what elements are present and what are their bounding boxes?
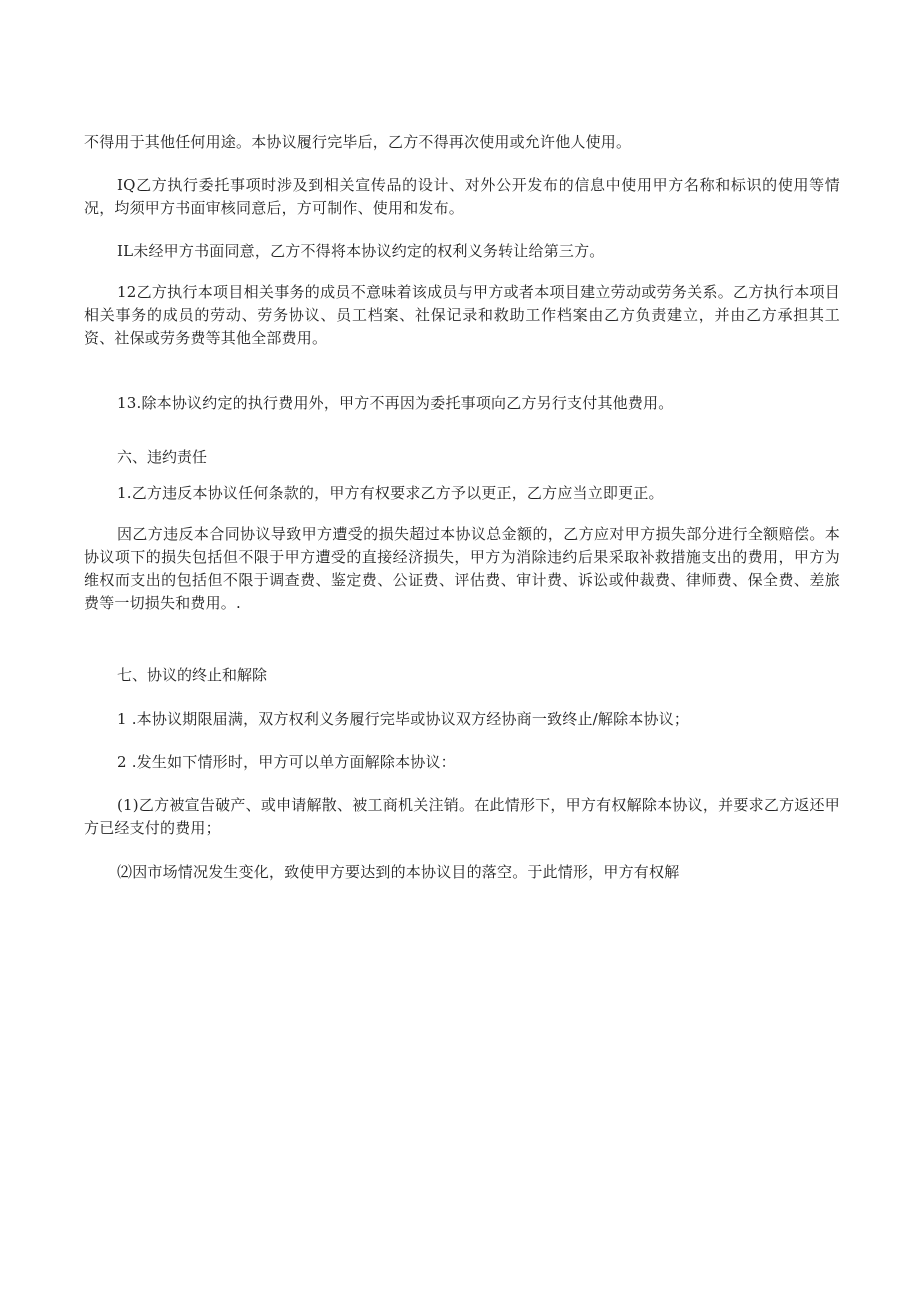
paragraph-continuation: 不得用于其他任何用途。本协议履行完毕后，乙方不得再次使用或允许他人使用。 — [84, 133, 632, 151]
paragraph-termination-2: 2 .发生如下情形时，甲方可以单方面解除本协议： — [117, 753, 456, 771]
section-heading-breach: 六、违约责任 — [117, 448, 208, 466]
paragraph-clause-11: IL未经甲方书面同意，乙方不得将本协议约定的权利义务转让给第三方。 — [117, 242, 605, 260]
paragraph-clause-13: 13.除本协议约定的执行费用外，甲方不再因为委托事项向乙方另行支付其他费用。 — [117, 394, 674, 412]
paragraph-termination-2-2: ⑵因市场情况发生变化，致使甲方要达到的本协议目的落空。于此情形，甲方有权解 — [117, 863, 680, 881]
paragraph-termination-1: 1 .本协议期限届满，双方权利义务履行完毕或协议双方经协商一致终止/解除本协议； — [117, 710, 690, 728]
paragraph-clause-10: IQ乙方执行委托事项时涉及到相关宣传品的设计、对外公开发布的信息中使用甲方名称和标识的使用等情况，均须甲方书面审核同意后，方可制作、使用和发布。 — [84, 176, 840, 217]
section-heading-termination: 七、协议的终止和解除 — [117, 666, 268, 684]
paragraph-breach-1: 1.乙方违反本协议任何条款的，甲方有权要求乙方予以更正，乙方应当立即更正。 — [117, 484, 664, 502]
paragraph-termination-2-1: (1)乙方被宣告破产、或申请解散、被工商机关注销。在此情形下，甲方有权解除本协议，并要求乙方返还甲方已经支付的费用； — [84, 796, 840, 837]
paragraph-breach-2: 因乙方违反本合同协议导致甲方遭受的损失超过本协议总金额的，乙方应对甲方损失部分进行全额赔偿。本协议项下的损失包括但不限于甲方遭受的直接经济损失，甲方为消除违约后果采取补救措施支出的费用，甲方为维权而支出的包括但不限于调查费、鉴定费、公证费、评估费、审计费、诉讼或仲裁费、律师费、保全费、差旅费等一切损失和费用。. — [84, 525, 840, 612]
paragraph-clause-12: 12乙方执行本项目相关事务的成员不意味着该成员与甲方或者本项目建立劳动或劳务关系。乙方执行本项目相关事务的成员的劳动、劳务协议、员工档案、社保记录和救助工作档案由乙方负责建立，并由乙方承担其工资、社保或劳务费等其他全部费用。 — [84, 283, 840, 347]
